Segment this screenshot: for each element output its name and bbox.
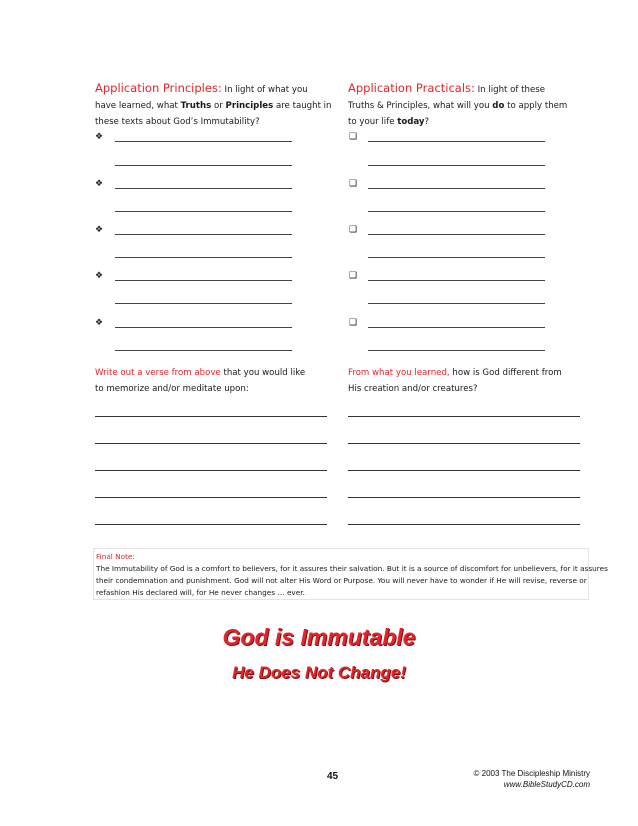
answer-line[interactable]	[368, 141, 545, 142]
principles-title: Application Principles:	[95, 81, 222, 95]
verse-line[interactable]	[95, 470, 327, 471]
difference-line[interactable]	[348, 497, 580, 498]
answer-line[interactable]	[115, 257, 292, 258]
verse-heading-rest: that you would like	[220, 368, 306, 378]
learned-heading-rest: how is God different from	[449, 368, 562, 378]
difference-line[interactable]	[348, 416, 580, 417]
difference-line[interactable]	[348, 470, 580, 471]
final-note-box	[93, 548, 608, 600]
principles-word: Principles	[225, 101, 274, 111]
checkbox-icon: ❑	[349, 179, 358, 189]
answer-line[interactable]	[115, 165, 292, 166]
diamond-bullet-icon: ❖	[95, 225, 104, 235]
copyright-text: © 2003 The Discipleship Ministry	[473, 769, 590, 778]
principles-line2-post: are taught in	[273, 101, 332, 111]
checkbox-icon: ❑	[349, 225, 358, 235]
difference-line[interactable]	[348, 524, 580, 525]
answer-line[interactable]	[368, 303, 545, 304]
principles-line2-pre: have learned, what	[95, 101, 181, 111]
main-title: God is Immutable	[222, 624, 416, 650]
practicals-line3-post: ?	[424, 117, 430, 127]
website-url: www.BibleStudyCD.com	[503, 780, 590, 789]
practicals-line2-post: to apply them	[504, 101, 568, 111]
difference-line[interactable]	[348, 443, 580, 444]
answer-line[interactable]	[115, 280, 292, 281]
verse-heading-red: Write out a verse from above	[95, 368, 221, 378]
final-note-title: Final Note:	[96, 552, 135, 561]
or-word: or	[211, 101, 226, 111]
do-word: do	[492, 101, 505, 111]
answer-line[interactable]	[115, 141, 292, 142]
answer-line[interactable]	[368, 234, 545, 235]
answer-line[interactable]	[115, 211, 292, 212]
verse-line[interactable]	[95, 443, 327, 444]
answer-line[interactable]	[368, 165, 545, 166]
footer-copyright	[474, 768, 590, 790]
practicals-title: Application Practicals:	[348, 81, 475, 95]
answer-line[interactable]	[115, 188, 292, 189]
practicals-heading	[348, 80, 588, 130]
checkbox-icon: ❑	[349, 132, 358, 142]
page-number: 45	[327, 771, 339, 782]
subtitle: He Does Not Change!	[232, 663, 406, 682]
answer-line[interactable]	[368, 257, 545, 258]
principles-heading	[95, 80, 335, 130]
practicals-line3-pre: to your life	[348, 117, 398, 127]
final-note-line2: their condemnation and punishment. God will not alter His Word or Purpose. You will never have to wonder if He will revise, reverse or	[96, 576, 587, 585]
learned-heading	[348, 365, 593, 397]
answer-line[interactable]	[115, 303, 292, 304]
answer-line[interactable]	[368, 280, 545, 281]
answer-line[interactable]	[368, 211, 545, 212]
verse-heading-line2: to memorize and/or meditate upon:	[95, 384, 249, 394]
diamond-bullet-icon: ❖	[95, 132, 104, 142]
answer-line[interactable]	[115, 327, 292, 328]
diamond-bullet-icon: ❖	[95, 271, 104, 281]
verse-heading	[95, 365, 340, 397]
principles-line3: these texts about God’s Immutability?	[95, 117, 260, 127]
diamond-bullet-icon: ❖	[95, 179, 104, 189]
answer-line[interactable]	[368, 327, 545, 328]
principles-line1: In light of what you	[221, 85, 308, 95]
answer-line[interactable]	[368, 188, 545, 189]
practicals-line1: In light of these	[474, 85, 545, 95]
today-word: today	[397, 117, 425, 127]
answer-line[interactable]	[368, 350, 545, 351]
checkbox-icon: ❑	[349, 318, 358, 328]
practicals-line2-pre: Truths & Principles, what will you	[348, 101, 493, 111]
verse-line[interactable]	[95, 416, 327, 417]
verse-line[interactable]	[95, 524, 327, 525]
diamond-bullet-icon: ❖	[95, 318, 104, 328]
answer-line[interactable]	[115, 350, 292, 351]
answer-line[interactable]	[115, 234, 292, 235]
final-note-line3: refashion His declared will, for He never changes … ever.	[96, 588, 305, 597]
learned-heading-line2: His creation and/or creatures?	[348, 384, 478, 394]
truths-word: Truths	[180, 101, 212, 111]
learned-heading-red: From what you learned,	[348, 368, 450, 378]
final-note-line1: The Immutability of God is a comfort to believers, for it assures their salvation. But it is a source of discomfort for unbelievers, for it assures	[96, 564, 608, 573]
checkbox-icon: ❑	[349, 271, 358, 281]
verse-line[interactable]	[95, 497, 327, 498]
